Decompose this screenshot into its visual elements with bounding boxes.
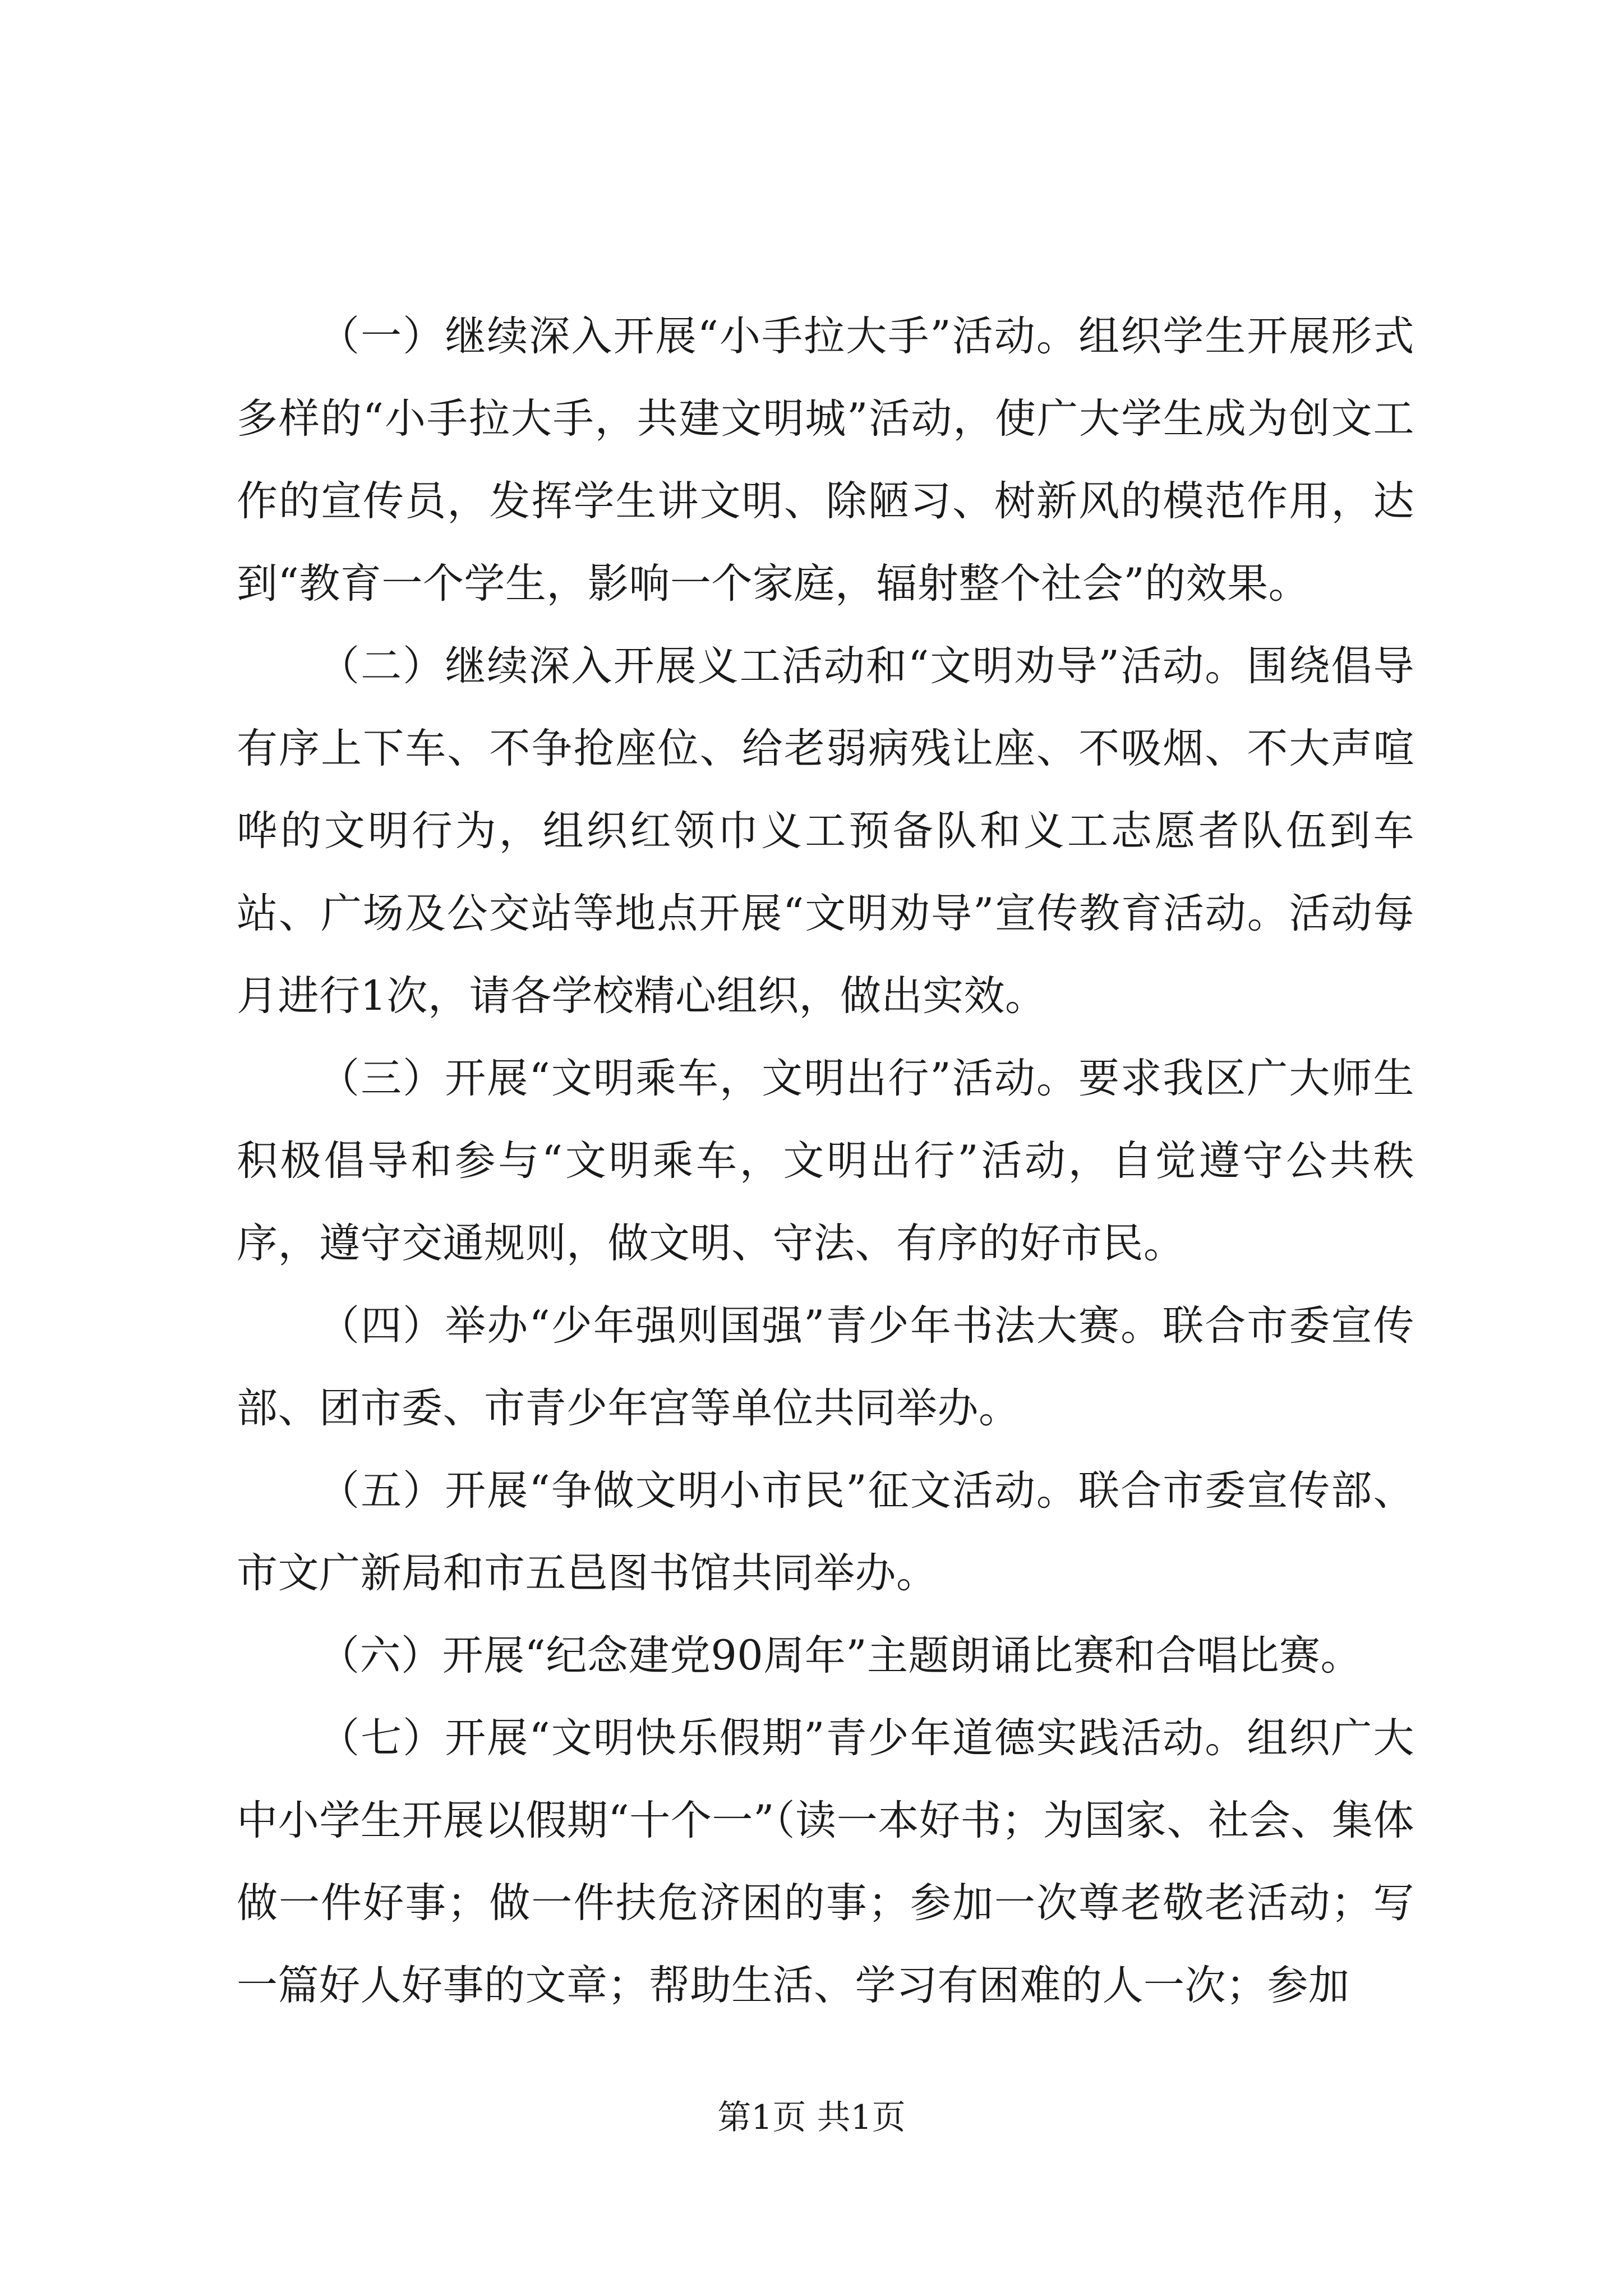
paragraph-7: （七）开展“文明快乐假期”青少年道德实践活动。组织广大中小学生开展以假期“十个一”（读一本好书；为国家、社会、集体做一件好事；做一件扶危济困的事；参加一次尊老敬老活动；写一篇好人好事的文章；帮助生活、学习有困难的人一次；参加: [237, 1714, 1414, 2009]
document-body: [237, 295, 1414, 2027]
paragraph-6: （六）开展“纪念建党90周年”主题朗诵比赛和合唱比赛。: [319, 1632, 1362, 1680]
paragraph-2: （二）继续深入开展义工活动和“文明劝导”活动。围绕倡导有序上下车、不争抢座位、给老弱病残让座、不吸烟、不大声喧哗的文明行为，组织红领巾义工预备队和义工志愿者队伍到车站、广场及公交站等地点开展“文明劝导”宣传教育活动。活动每月进行1次，请各学校精心组织，做出实效。: [237, 642, 1414, 1020]
page-footer: 第1页 共1页: [717, 2098, 906, 2137]
paragraph-1: （一）继续深入开展“小手拉大手”活动。组织学生开展形式多样的“小手拉大手，共建文明城”活动，使广大学生成为创文工作的宣传员，发挥学生讲文明、除陋习、树新风的模范作用，达到“教育一个学生，影响一个家庭，辐射整个社会”的效果。: [237, 312, 1414, 608]
paragraph-4: （四）举办“少年强则国强”青少年书法大赛。联合市委宣传部、团市委、市青少年宫等单位共同举办。: [237, 1302, 1414, 1432]
paragraph-5: （五）开展“争做文明小市民”征文活动。联合市委宣传部、市文广新局和市五邑图书馆共同举办。: [237, 1467, 1414, 1597]
paragraph-3: （三）开展“文明乘车，文明出行”活动。要求我区广大师生积极倡导和参与“文明乘车，文明出行”活动，自觉遵守公共秩序，遵守交通规则，做文明、守法、有序的好市民。: [237, 1055, 1414, 1267]
